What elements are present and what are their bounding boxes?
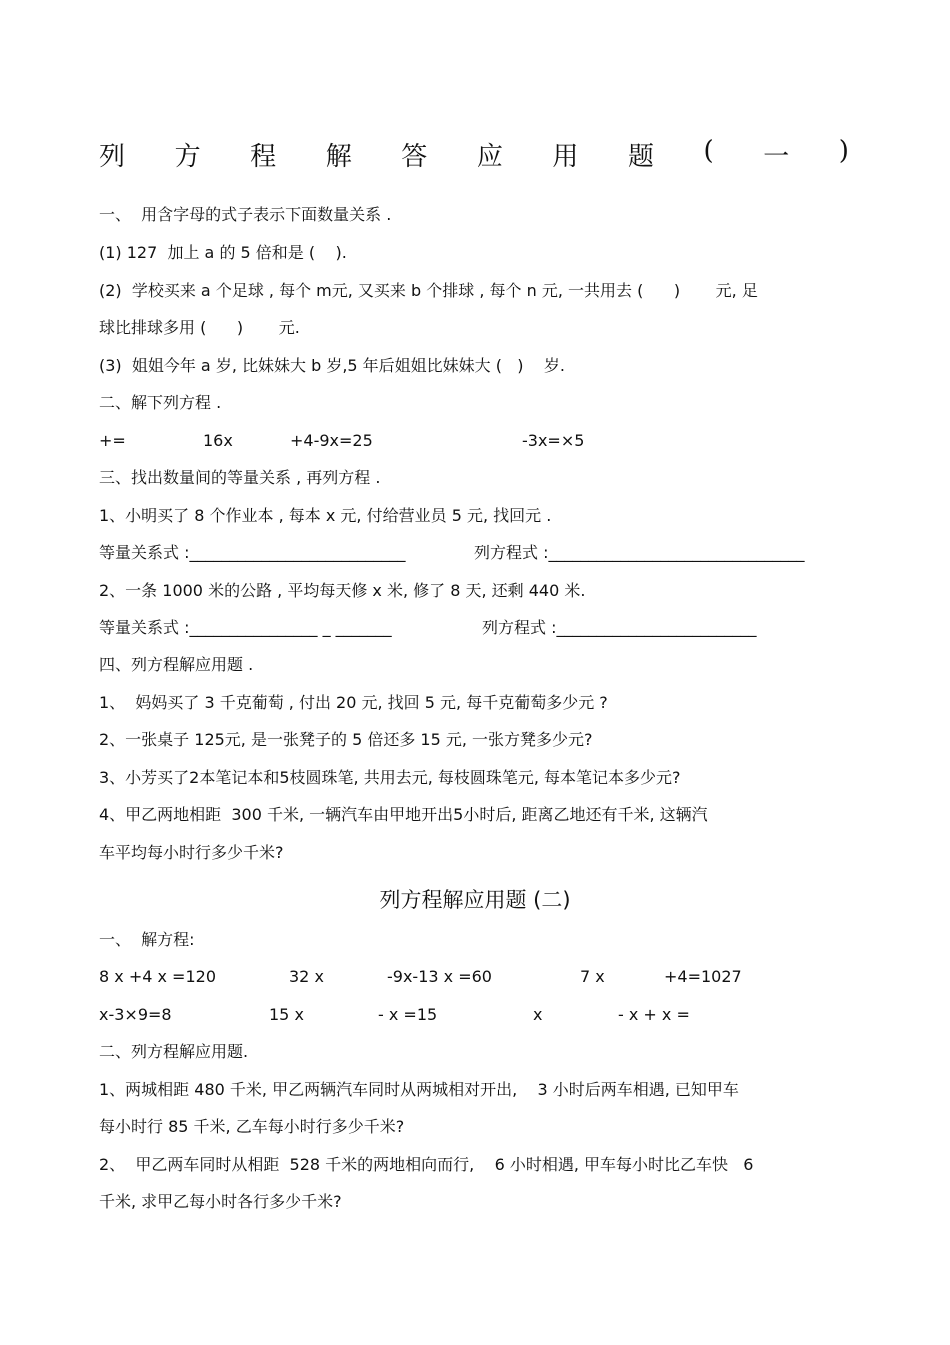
problem: 2、一条 1000 米的公路 , 平均每天修 x 米, 修了 8 天, 还剩 440 米. — [99, 581, 586, 600]
equation: x — [533, 1005, 543, 1024]
equation: 8 x +4 x =120 — [99, 967, 216, 986]
question: (2) 学校买来 a 个足球 , 每个 m元, 又买来 b 个排球 , 每个 n 元, 一共用去 ( ) 元, 足 — [99, 281, 758, 300]
section-heading: 二、列方程解应用题. — [99, 1042, 249, 1061]
equation: 32 x — [289, 967, 324, 986]
equation: 15 x — [269, 1005, 304, 1024]
equation: +4=1027 — [664, 967, 742, 986]
worksheet-title-1 — [99, 136, 849, 173]
section-heading: 二、解下列方程 . — [99, 393, 222, 412]
section-heading: 一、 用含字母的式子表示下面数量关系 . — [99, 205, 392, 224]
title-char: 解 — [325, 142, 352, 172]
title-char: 列 — [99, 142, 126, 172]
equation-blank: 列方程式 :_________________________ — [482, 618, 757, 637]
word-problem: 4、甲乙两地相距 300 千米, 一辆汽车由甲地开出5小时后, 距离乙地还有千米, 这辆汽 — [99, 805, 708, 824]
word-problem: 2、 甲乙两车同时从相距 528 千米的两地相向而行, 6 小时相遇, 甲车每小时比乙车快 6 — [99, 1155, 754, 1174]
title-char: ) — [838, 136, 849, 166]
question: (3) 姐姐今年 a 岁, 比妹妹大 b 岁,5 年后姐姐比妹妹大 ( ) 岁. — [99, 356, 565, 375]
title-char: 程 — [250, 142, 277, 172]
word-problem: 1、两城相距 480 千米, 甲乙两辆汽车同时从两城相对开出, 3 小时后两车相遇, 已知甲车 — [99, 1080, 739, 1099]
word-problem: 2、一张桌子 125元, 是一张凳子的 5 倍还多 15 元, 一张方凳多少元? — [99, 730, 593, 749]
equation: -9x-13 x =60 — [387, 967, 492, 986]
equation: += — [99, 431, 126, 450]
word-problem: 3、小芳买了2本笔记本和5枝圆珠笔, 共用去元, 每枝圆珠笔元, 每本笔记本多少元? — [99, 768, 681, 787]
equation: +4-9x=25 — [290, 431, 373, 450]
section-heading: 四、列方程解应用题 . — [99, 655, 254, 674]
equation: 7 x — [580, 967, 605, 986]
equation: - x + x = — [618, 1005, 690, 1024]
problem: 1、小明买了 8 个作业本 , 每本 x 元, 付给营业员 5 元, 找回元 . — [99, 506, 552, 525]
section-heading: 一、 解方程: — [99, 930, 195, 949]
relation-blank: 等量关系式 :________________ _ _______ — [99, 618, 392, 637]
title-char: 方 — [174, 142, 201, 172]
section-heading: 三、找出数量间的等量关系 , 再列方程 . — [99, 468, 381, 487]
title-char: 一 — [763, 142, 790, 172]
word-problem-continued: 每小时行 85 千米, 乙车每小时行多少千米? — [99, 1117, 405, 1136]
question-continued: 球比排球多用 ( ) 元. — [99, 318, 300, 337]
title-char: ( — [703, 136, 714, 166]
title-char: 用 — [552, 142, 579, 172]
equation: - x =15 — [378, 1005, 438, 1024]
title-char: 应 — [476, 142, 503, 172]
word-problem-continued: 千米, 求甲乙每小时各行多少千米? — [99, 1192, 342, 1211]
equation-blank: 列方程式 :________________________________ — [474, 543, 805, 562]
title-char: 题 — [627, 142, 654, 172]
relation-blank: 等量关系式 :___________________________ — [99, 543, 406, 562]
equation: -3x=×5 — [522, 431, 585, 450]
equation: 16x — [203, 431, 233, 450]
question: (1) 127 加上 a 的 5 倍和是 ( ). — [99, 243, 347, 262]
equation: x-3×9=8 — [99, 1005, 172, 1024]
worksheet-title-2: 列方程解应用题 (二) — [379, 888, 571, 912]
word-problem: 1、 妈妈买了 3 千克葡萄 , 付出 20 元, 找回 5 元, 每千克葡萄多少元 ? — [99, 693, 608, 712]
word-problem-continued: 车平均每小时行多少千米? — [99, 843, 284, 862]
title-char: 答 — [401, 142, 428, 172]
